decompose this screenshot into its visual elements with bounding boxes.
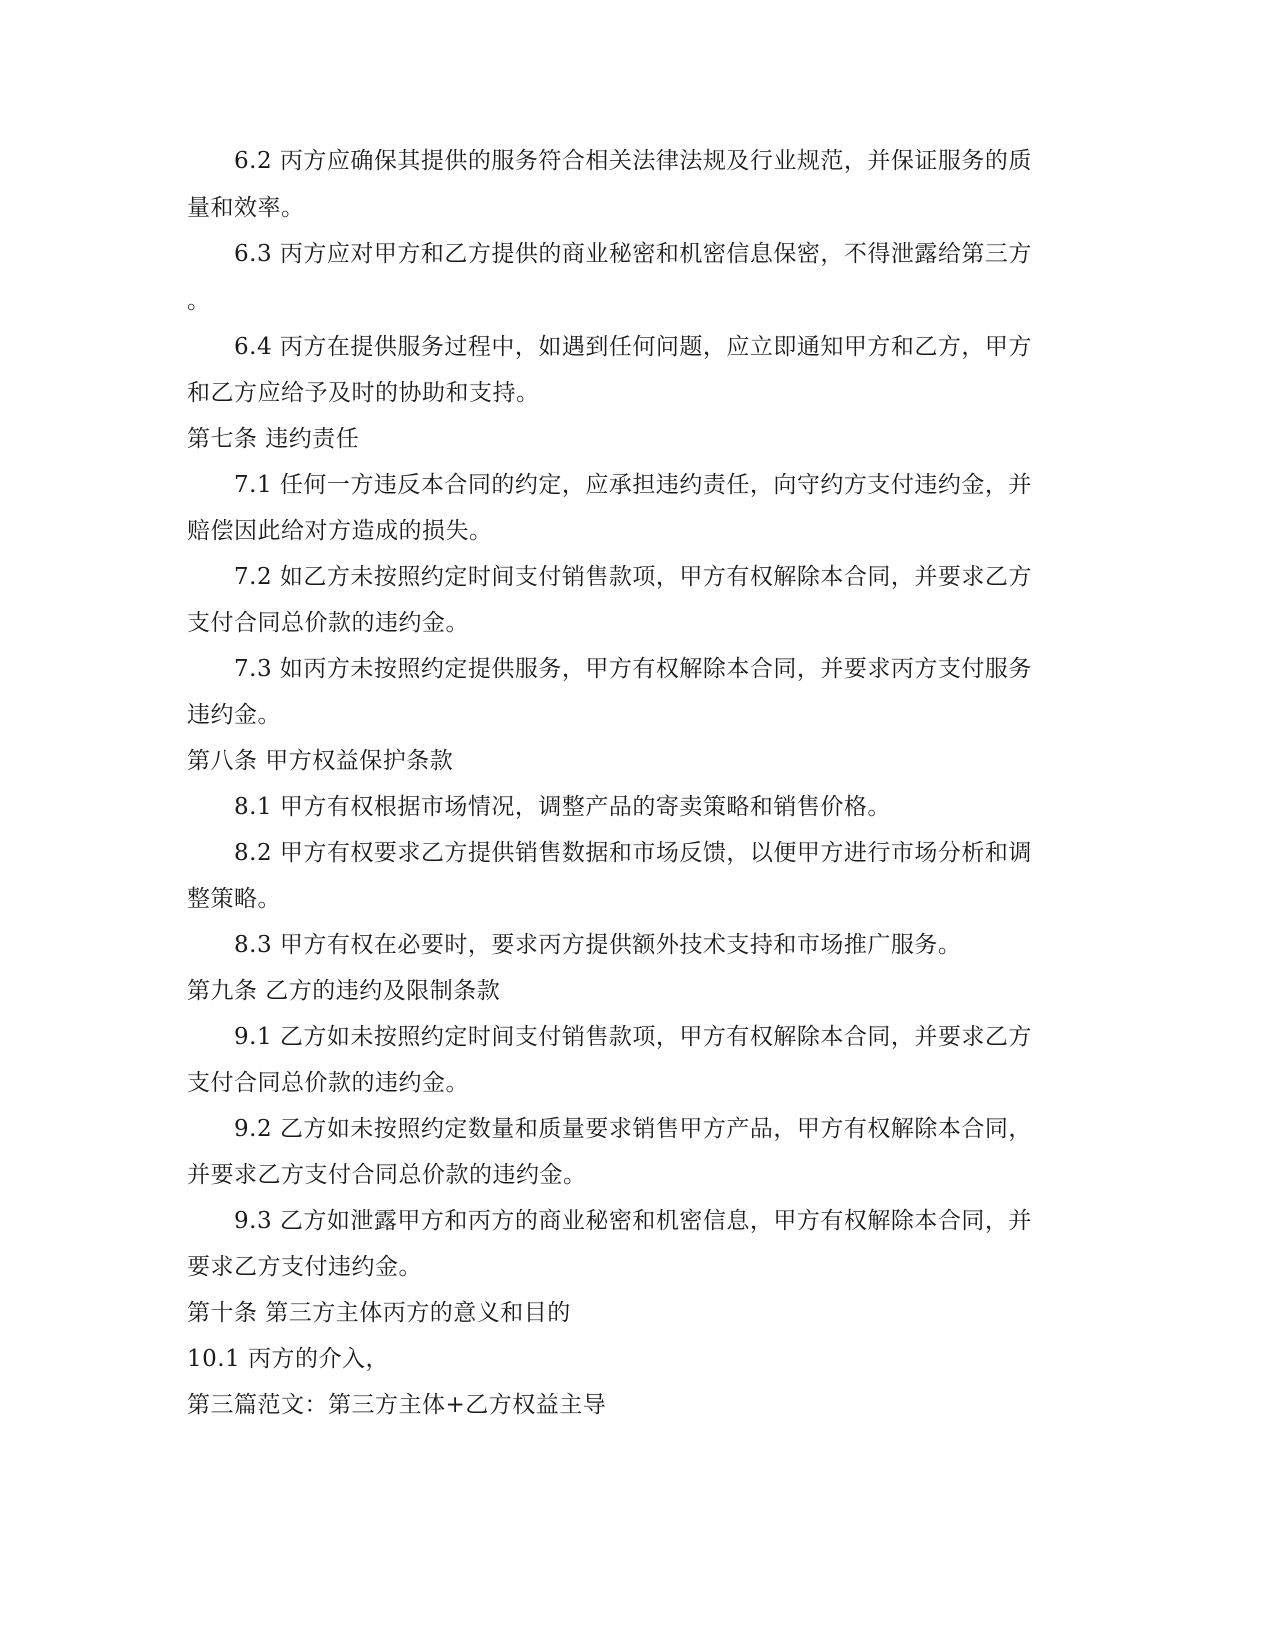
clause-6-4-line-2: 和乙方应给予及时的协助和支持。: [187, 380, 540, 406]
article-9-heading: 第九条 乙方的违约及限制条款: [187, 978, 501, 1004]
clause-8-3-line-1: 8.3 甲方有权在必要时，要求丙方提供额外技术支持和市场推广服务。: [234, 932, 962, 958]
clause-6-2-line-2: 量和效率。: [187, 195, 305, 221]
clause-9-1-line-1: 9.1 乙方如未按照约定时间支付销售款项，甲方有权解除本合同，并要求乙方: [234, 1024, 1032, 1050]
clause-8-1-line-1: 8.1 甲方有权根据市场情况，调整产品的寄卖策略和销售价格。: [234, 794, 891, 820]
article-10-heading: 第十条 第三方主体丙方的意义和目的: [187, 1300, 571, 1326]
clause-7-1-line-2: 赔偿因此给对方造成的损失。: [187, 518, 493, 544]
clause-7-3-line-2: 违约金。: [187, 702, 281, 728]
clause-6-3-line-1: 6.3 丙方应对甲方和乙方提供的商业秘密和机密信息保密，不得泄露给第三方: [234, 241, 1032, 267]
clause-6-3-line-2: 。: [187, 288, 211, 314]
clause-9-1-line-2: 支付合同总价款的违约金。: [187, 1070, 469, 1096]
clause-9-2-line-1: 9.2 乙方如未按照约定数量和质量要求销售甲方产品，甲方有权解除本合同，: [234, 1116, 1032, 1142]
clause-7-2-line-1: 7.2 如乙方未按照约定时间支付销售款项，甲方有权解除本合同，并要求乙方: [234, 564, 1032, 590]
article-7-heading: 第七条 违约责任: [187, 426, 360, 452]
clause-9-3-line-1: 9.3 乙方如泄露甲方和丙方的商业秘密和机密信息，甲方有权解除本合同，并: [234, 1208, 1032, 1234]
section-title: 第三篇范文：第三方主体+乙方权益主导: [187, 1392, 607, 1418]
clause-10-1-line-1: 10.1 丙方的介入，: [187, 1346, 390, 1372]
clause-8-2-line-2: 整策略。: [187, 886, 281, 912]
clause-9-3-line-2: 要求乙方支付违约金。: [187, 1254, 422, 1280]
clause-7-3-line-1: 7.3 如丙方未按照约定提供服务，甲方有权解除本合同，并要求丙方支付服务: [234, 656, 1032, 682]
clause-8-2-line-1: 8.2 甲方有权要求乙方提供销售数据和市场反馈，以便甲方进行市场分析和调: [234, 840, 1032, 866]
clause-9-2-line-2: 并要求乙方支付合同总价款的违约金。: [187, 1162, 587, 1188]
clause-7-1-line-1: 7.1 任何一方违反本合同的约定，应承担违约责任，向守约方支付违约金，并: [234, 472, 1032, 498]
clause-6-4-line-1: 6.4 丙方在提供服务过程中，如遇到任何问题，应立即通知甲方和乙方，甲方: [234, 334, 1032, 360]
clause-7-2-line-2: 支付合同总价款的违约金。: [187, 610, 469, 636]
article-8-heading: 第八条 甲方权益保护条款: [187, 748, 454, 774]
clause-6-2-line-1: 6.2 丙方应确保其提供的服务符合相关法律法规及行业规范，并保证服务的质: [234, 148, 1032, 174]
